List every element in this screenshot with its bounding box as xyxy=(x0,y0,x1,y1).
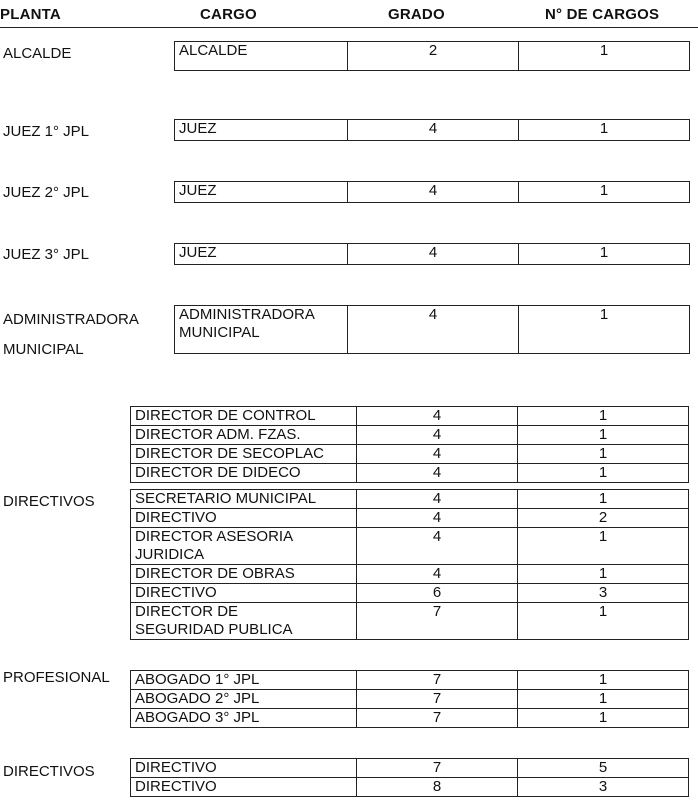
header-cargo: CARGO xyxy=(200,6,257,23)
grado-cell: 6 xyxy=(357,584,518,603)
table-row xyxy=(131,445,689,464)
n-cargos-cell: 1 xyxy=(518,490,689,509)
n-cargos-cell: 1 xyxy=(519,42,690,71)
planta-alcalde: ALCALDE xyxy=(3,45,72,62)
grado-cell: 4 xyxy=(348,120,519,141)
grado-cell: 4 xyxy=(357,565,518,584)
cargo-cell xyxy=(131,528,357,565)
grado-cell: 4 xyxy=(348,182,519,203)
cargo-cell: JUEZ xyxy=(175,120,348,141)
table-row xyxy=(131,709,689,728)
grado-cell: 4 xyxy=(357,426,518,445)
table-row xyxy=(131,490,689,509)
table-row xyxy=(131,690,689,709)
table-juez-1 xyxy=(174,119,690,141)
n-cargos-cell: 3 xyxy=(518,778,689,797)
cargo-cell: DIRECTOR DE SECOPLAC xyxy=(131,445,357,464)
table-row xyxy=(131,509,689,528)
cargo-line1: DIRECTOR DE xyxy=(135,603,239,620)
table-row xyxy=(131,603,689,640)
grado-cell: 8 xyxy=(357,778,518,797)
header-planta: PLANTA xyxy=(0,6,61,23)
n-cargos-cell: 5 xyxy=(518,759,689,778)
grado-cell: 7 xyxy=(357,709,518,728)
table-directivos-a xyxy=(130,406,689,483)
cargo-line1: DIRECTOR ASESORIA xyxy=(135,528,294,545)
grado-cell: 7 xyxy=(357,603,518,640)
header-rule xyxy=(0,27,698,28)
grado-cell: 7 xyxy=(357,759,518,778)
planta-juez-2: JUEZ 2° JPL xyxy=(3,184,90,201)
cargo-cell: DIRECTOR DE CONTROL xyxy=(131,407,357,426)
grado-cell: 4 xyxy=(357,528,518,565)
planta-administradora-line2: MUNICIPAL xyxy=(3,341,84,358)
table-row xyxy=(175,244,690,265)
cargo-cell: DIRECTOR ADM. FZAS. xyxy=(131,426,357,445)
table-row xyxy=(131,671,689,690)
grado-cell: 4 xyxy=(348,244,519,265)
grado-cell: 7 xyxy=(357,671,518,690)
grado-cell: 4 xyxy=(357,445,518,464)
grado-cell: 7 xyxy=(357,690,518,709)
n-cargos-cell: 1 xyxy=(519,306,690,354)
n-cargos-cell: 1 xyxy=(519,120,690,141)
table-row xyxy=(131,584,689,603)
table-row xyxy=(131,778,689,797)
planta-administradora-line1: ADMINISTRADORA xyxy=(3,311,139,328)
table-row xyxy=(131,464,689,483)
cargo-cell: DIRECTIVO xyxy=(131,584,357,603)
n-cargos-cell: 1 xyxy=(518,565,689,584)
grado-cell: 4 xyxy=(357,407,518,426)
n-cargos-cell: 1 xyxy=(518,671,689,690)
planta-directivos: DIRECTIVOS xyxy=(3,493,95,510)
cargo-cell: SECRETARIO MUNICIPAL xyxy=(131,490,357,509)
cargo-line2: SEGURIDAD PUBLICA xyxy=(135,621,293,638)
table-juez-2 xyxy=(174,181,690,203)
table-row xyxy=(175,42,690,71)
table-row xyxy=(131,528,689,565)
table-row xyxy=(131,759,689,778)
n-cargos-cell: 1 xyxy=(518,464,689,483)
table-row xyxy=(175,306,690,354)
cargo-line2: JURIDICA xyxy=(135,546,205,563)
cargo-cell: DIRECTIVO xyxy=(131,778,357,797)
grado-cell: 4 xyxy=(357,490,518,509)
header-n-cargos: N° DE CARGOS xyxy=(545,6,660,23)
planta-juez-3: JUEZ 3° JPL xyxy=(3,246,90,263)
table-row xyxy=(175,182,690,203)
planta-directivos-bottom: DIRECTIVOS xyxy=(3,763,95,780)
cargo-cell: ABOGADO 2° JPL xyxy=(131,690,357,709)
cargo-cell: JUEZ xyxy=(175,244,348,265)
cargo-cell: DIRECTOR DE DIDECO xyxy=(131,464,357,483)
table-profesional xyxy=(130,670,689,728)
planta-juez-1: JUEZ 1° JPL xyxy=(3,123,90,140)
table-directivos-b xyxy=(130,489,689,640)
n-cargos-cell: 2 xyxy=(518,509,689,528)
cargo-line2: MUNICIPAL xyxy=(179,324,260,341)
grado-cell: 2 xyxy=(348,42,519,71)
n-cargos-cell: 1 xyxy=(518,407,689,426)
grado-cell: 4 xyxy=(348,306,519,354)
n-cargos-cell: 1 xyxy=(518,528,689,565)
table-directivos-bottom xyxy=(130,758,689,797)
table-alcalde xyxy=(174,41,690,71)
grado-cell: 4 xyxy=(357,464,518,483)
cargo-cell: ABOGADO 1° JPL xyxy=(131,671,357,690)
table-row xyxy=(131,426,689,445)
cargo-line1: ADMINISTRADORA xyxy=(179,306,315,323)
cargo-cell xyxy=(175,306,348,354)
cargo-cell: JUEZ xyxy=(175,182,348,203)
cargo-cell: ALCALDE xyxy=(175,42,348,71)
cargo-cell xyxy=(131,603,357,640)
grado-cell: 4 xyxy=(357,509,518,528)
table-juez-3 xyxy=(174,243,690,265)
table-administradora xyxy=(174,305,690,354)
cargo-cell: ABOGADO 3° JPL xyxy=(131,709,357,728)
n-cargos-cell: 1 xyxy=(518,690,689,709)
n-cargos-cell: 1 xyxy=(518,445,689,464)
table-row xyxy=(131,565,689,584)
cargo-cell: DIRECTOR DE OBRAS xyxy=(131,565,357,584)
cargo-cell: DIRECTIVO xyxy=(131,759,357,778)
n-cargos-cell: 3 xyxy=(518,584,689,603)
table-row xyxy=(175,120,690,141)
table-row xyxy=(131,407,689,426)
header-grado: GRADO xyxy=(388,6,445,23)
n-cargos-cell: 1 xyxy=(519,182,690,203)
n-cargos-cell: 1 xyxy=(518,603,689,640)
planta-profesional: PROFESIONAL xyxy=(3,669,110,686)
n-cargos-cell: 1 xyxy=(519,244,690,265)
cargo-cell: DIRECTIVO xyxy=(131,509,357,528)
n-cargos-cell: 1 xyxy=(518,709,689,728)
n-cargos-cell: 1 xyxy=(518,426,689,445)
